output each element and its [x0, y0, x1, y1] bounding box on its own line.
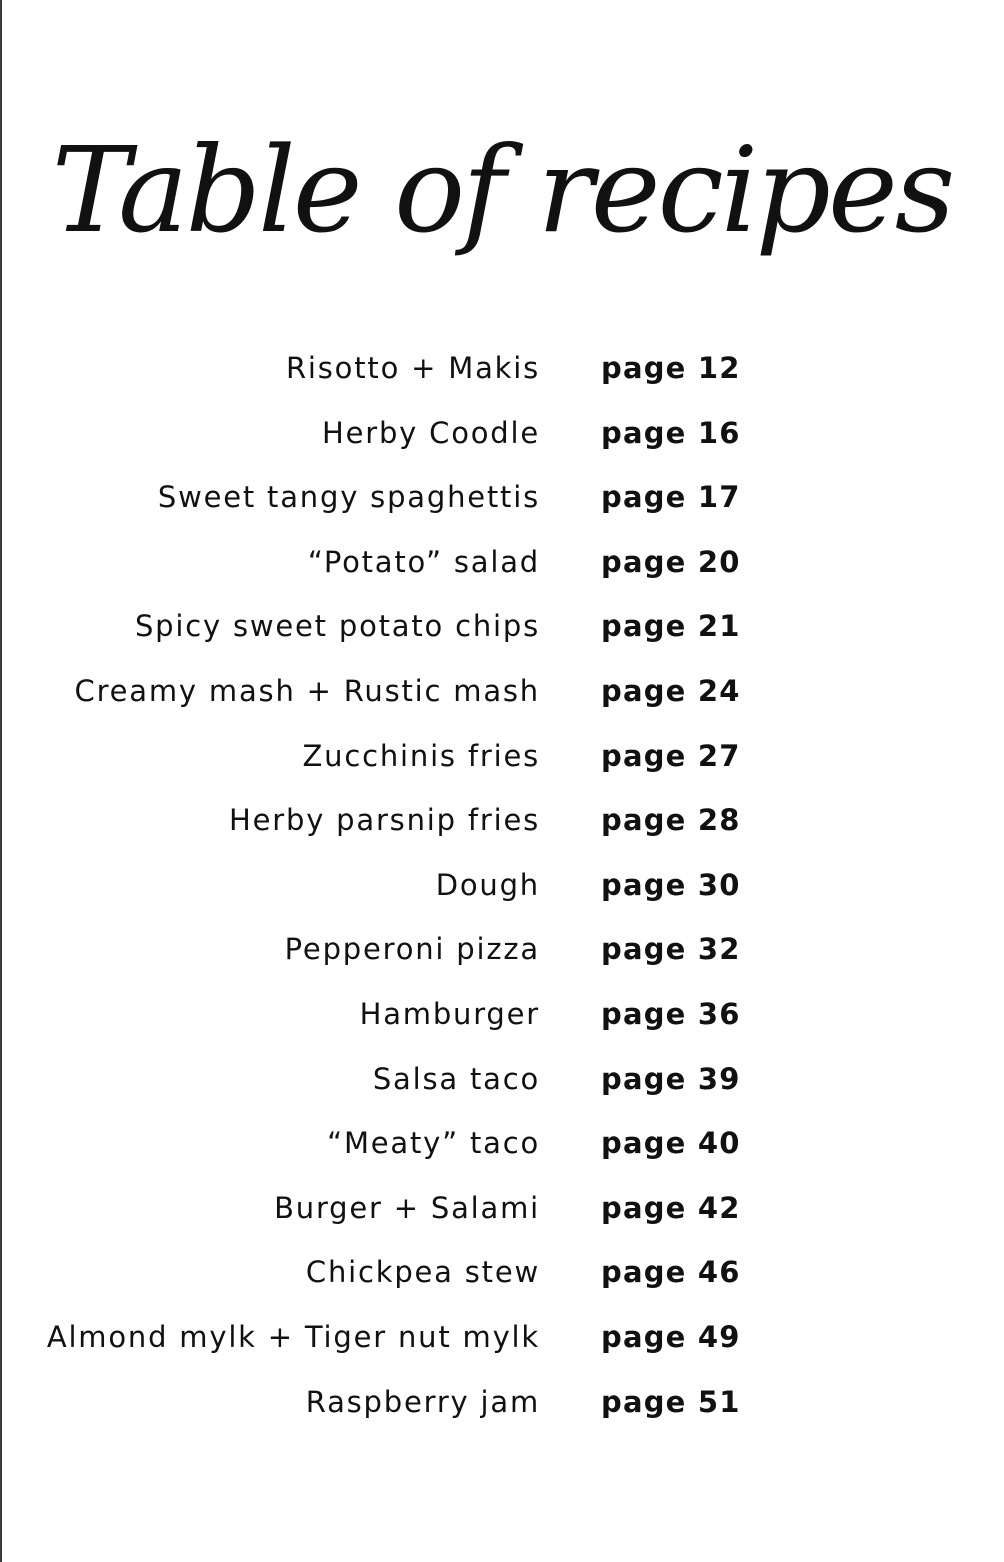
page-reference: page 24: [601, 673, 741, 708]
page-reference: page 20: [601, 544, 741, 579]
toc-row: [0, 530, 1004, 595]
page-reference: page 27: [601, 738, 741, 773]
page-reference: page 12: [601, 351, 741, 385]
page-reference: page 30: [601, 867, 741, 902]
recipe-name: Herby Coodle: [321, 415, 540, 450]
toc-row: [0, 1240, 1004, 1305]
toc-row: [0, 982, 1004, 1047]
recipe-name: Risotto + Makis: [285, 351, 540, 385]
recipe-name: Burger + Salami: [274, 1190, 540, 1225]
toc-row: [0, 853, 1004, 918]
page-reference: page 28: [601, 803, 741, 838]
toc-row: [0, 917, 1004, 982]
toc-row: [0, 1111, 1004, 1176]
recipe-name: Almond mylk + Tiger nut mylk: [46, 1319, 540, 1354]
toc-row: [0, 465, 1004, 530]
page-title: Table of recipes: [51, 121, 953, 259]
toc-row: [0, 1305, 1004, 1370]
page-reference: page 36: [601, 996, 741, 1031]
toc-row: [0, 659, 1004, 724]
page-reference: page 21: [601, 609, 741, 644]
toc-row: [0, 1047, 1004, 1112]
recipe-name: Hamburger: [359, 996, 540, 1031]
page-reference: page 16: [601, 415, 741, 450]
page-reference: page 51: [601, 1384, 741, 1419]
toc-row: [0, 1176, 1004, 1241]
recipe-name: “Meaty” taco: [327, 1126, 540, 1161]
recipe-name: Spicy sweet potato chips: [134, 609, 540, 644]
recipe-name: Pepperoni pizza: [284, 932, 540, 967]
recipe-name: “Potato” salad: [307, 544, 540, 579]
page-reference: page 32: [601, 932, 741, 967]
recipe-name: Dough: [435, 867, 540, 902]
recipe-name: Zucchinis fries: [302, 738, 540, 773]
toc-row: [0, 724, 1004, 789]
recipe-name: Creamy mash + Rustic mash: [74, 673, 540, 708]
toc-row: [0, 401, 1004, 466]
page-reference: page 46: [601, 1255, 741, 1290]
page-reference: page 40: [601, 1126, 741, 1161]
toc-row: [0, 1370, 1004, 1435]
recipe-name: Chickpea stew: [305, 1255, 540, 1290]
page-reference: page 49: [601, 1319, 741, 1354]
recipe-table-of-contents: [0, 336, 1004, 1434]
toc-row: [0, 594, 1004, 659]
recipe-name: Salsa taco: [372, 1061, 540, 1096]
recipe-name: Sweet tangy spaghettis: [157, 480, 540, 515]
page-reference: page 17: [601, 480, 741, 515]
toc-row: [0, 336, 1004, 401]
recipe-name: Herby parsnip fries: [229, 803, 540, 838]
page-reference: page 42: [601, 1190, 741, 1225]
toc-row: [0, 788, 1004, 853]
recipe-name: Raspberry jam: [305, 1384, 540, 1419]
page-reference: page 39: [601, 1061, 741, 1096]
